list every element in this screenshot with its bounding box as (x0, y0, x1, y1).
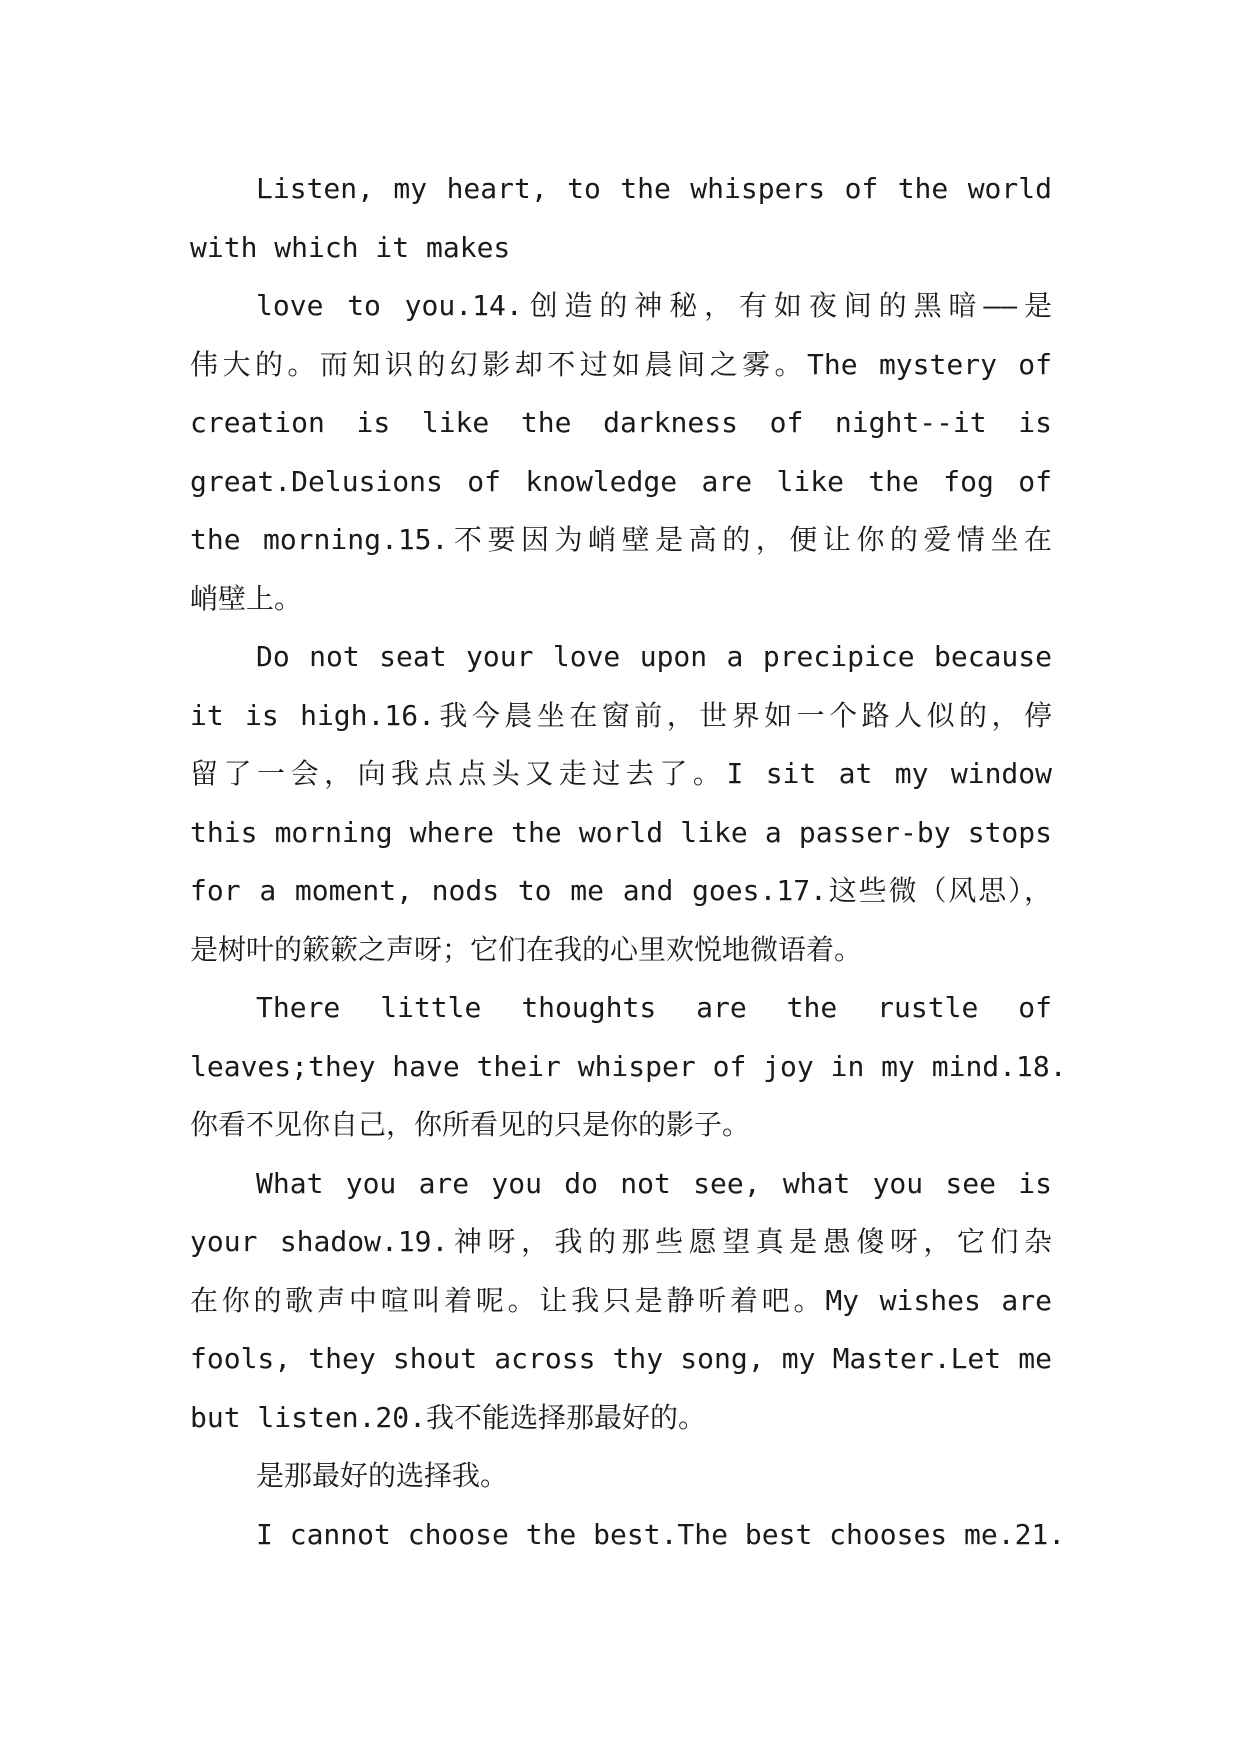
text-line: 是那最好的选择我。 (256, 1459, 509, 1492)
text-line: I cannot choose the best.The best chooses me.21. (256, 1517, 1066, 1551)
text-line: for a moment, nods to me and goes.17.这些微（风思）， (190, 874, 1052, 907)
text-line: it is high.16.我今晨坐在窗前，世界如一个路人似的，停 (190, 698, 1052, 732)
text-line: love to you.14.创造的神秘，有如夜间的黑暗——是 (256, 289, 1052, 322)
text-line: What you are you do not see, what you see is (256, 1166, 1052, 1200)
text-line: with which it makes (190, 230, 511, 264)
text-line: 你看不见你自己，你所看见的只是你的影子。 (190, 1108, 751, 1141)
text-line: 是树叶的簌簌之声呀；它们在我的心里欢悦地微语着。 (190, 932, 863, 966)
text-line: Listen, my heart, to the whispers of the world (256, 172, 1052, 205)
text-line: your shadow.19.神呀，我的那些愿望真是愚傻呀，它们杂 (190, 1225, 1052, 1258)
text-line: the morning.15.不要因为峭壁是高的，便让你的爱情坐在 (190, 523, 1052, 556)
text-line: this morning where the world like a passer-by stops (190, 815, 1052, 849)
text-line: 伟大的。而知识的幻影却不过如晨间之雾。The mystery of (190, 347, 1052, 381)
text-line: fools, they shout across thy song, my Master.Let me (190, 1342, 1052, 1375)
text-line: 在你的歌声中喧叫着呢。让我只是静听着吧。My wishes are (190, 1283, 1052, 1317)
text-line: There little thoughts are the rustle of (256, 991, 1052, 1024)
text-line: Do not seat your love upon a precipice because (256, 640, 1052, 673)
text-line: creation is like the darkness of night--it is (190, 406, 1052, 439)
text-line: leaves;they have their whisper of joy in my mind.18. (190, 1049, 1067, 1083)
text-line: 峭壁上。 (190, 581, 303, 615)
text-line: 留了一会，向我点点头又走过去了。I sit at my window (190, 757, 1052, 790)
text-line: great.Delusions of knowledge are like the fog of (190, 464, 1052, 498)
body-text (190, 160, 1067, 1564)
text-line: but listen.20.我不能选择那最好的。 (190, 1400, 707, 1434)
